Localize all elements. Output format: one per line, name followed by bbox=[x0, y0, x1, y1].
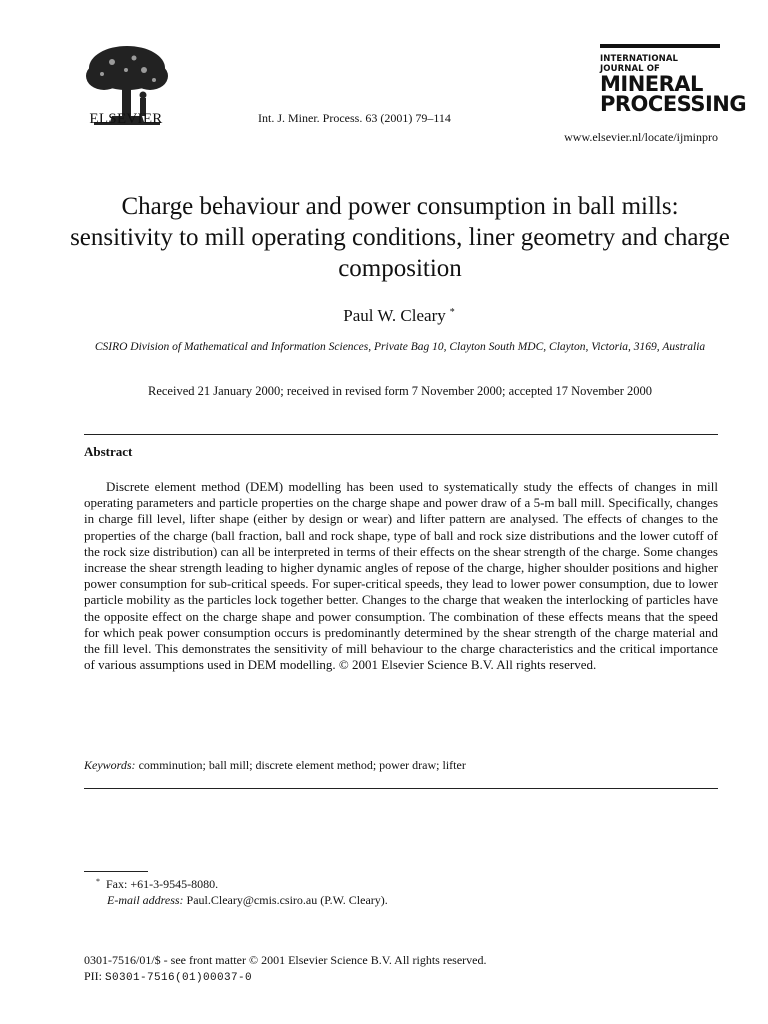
author-name: Paul W. Cleary bbox=[343, 306, 446, 325]
journal-citation: Int. J. Miner. Process. 63 (2001) 79–114 bbox=[258, 111, 451, 125]
keywords bbox=[84, 758, 718, 773]
pii-label: PII: bbox=[84, 969, 102, 983]
pii-line bbox=[84, 969, 252, 984]
author-line bbox=[0, 306, 768, 326]
divider-top bbox=[84, 434, 718, 435]
abstract-body: Discrete element method (DEM) modelling has been used to systematically study the effects of changes in mill operating parameters and particle properties on the charge shape and power draw of a 5-m ball mill. Specifically, changes in charge fill level, lifter shape (either by design or wear) and lifter pattern are analysed. The effects of changes to the properties of the charge (ball fraction, ball and rock shape, type of ball and rock size distributions and the lower cutoff of the rock size distribution) can all be interpreted in terms of their effects on the shear strength of the charge. Some changes increase the shear strength leading to higher dynamic angles of repose of the charge, higher shoulder positions and higher power consumption for sub-critical speeds. For super-critical speeds, they lead to lower power consumption, due to lower particle mobility as the particles lock together better. Changes to the charge that weaken the interlocking of particles have the opposite effect on the charge shape and power consumption. The combination of these effects means that the speed for which peak power consumption occurs is predominantly determined by the shear strength of the charge material and the fill level. This demonstrates the sensitivity of mill behaviour to the charge characteristics and the critical importance of various assumptions used in DEM modelling. © 2001 Elsevier Science B.V. All rights reserved. bbox=[84, 479, 718, 673]
keywords-label: Keywords: bbox=[84, 758, 136, 772]
journal-logo-line1: INTERNATIONAL JOURNAL OF bbox=[600, 54, 679, 74]
footnote-email bbox=[107, 893, 388, 908]
abstract-heading: Abstract bbox=[84, 444, 133, 459]
journal-logo-bar bbox=[600, 44, 720, 48]
email-address-link[interactable]: Paul.Cleary@cmis.csiro.au (P.W. Cleary). bbox=[186, 893, 388, 907]
received-dates: Received 21 January 2000; received in revised form 7 November 2000; accepted 17 November 2000 bbox=[148, 384, 652, 398]
footnote-fax bbox=[96, 877, 218, 892]
email-label: E-mail address: bbox=[107, 893, 184, 907]
keywords-list: comminution; ball mill; discrete element method; power draw; lifter bbox=[138, 758, 466, 772]
journal-logo-line3: PROCESSING bbox=[600, 92, 747, 116]
divider-bottom bbox=[84, 788, 718, 789]
author-affiliation: CSIRO Division of Mathematical and Information Sciences, Private Bag 10, Clayton South MDC, Clayton, Victoria, 3169, Australia bbox=[94, 341, 706, 353]
pii-value: S0301-7516(01)00037-0 bbox=[105, 972, 253, 984]
footnote-fax-text: Fax: +61-3-9545-8080. bbox=[106, 877, 219, 891]
journal-logo bbox=[600, 44, 747, 116]
publisher-name: ELSEVIER bbox=[89, 111, 163, 127]
article-title: Charge behaviour and power consumption in ball mills: sensitivity to mill operating conditions, liner geometry and charge composition bbox=[70, 193, 730, 282]
footnote-divider bbox=[84, 871, 148, 872]
footnote-mark: * bbox=[96, 877, 100, 886]
copyright-line: 0301-7516/01/$ - see front matter © 2001 Elsevier Science B.V. All rights reserved. bbox=[84, 953, 487, 967]
journal-logo-line2: MINERAL bbox=[600, 72, 703, 96]
author-footnote-mark[interactable]: * bbox=[449, 307, 455, 318]
journal-url-link[interactable]: www.elsevier.nl/locate/ijminpro bbox=[564, 130, 718, 144]
